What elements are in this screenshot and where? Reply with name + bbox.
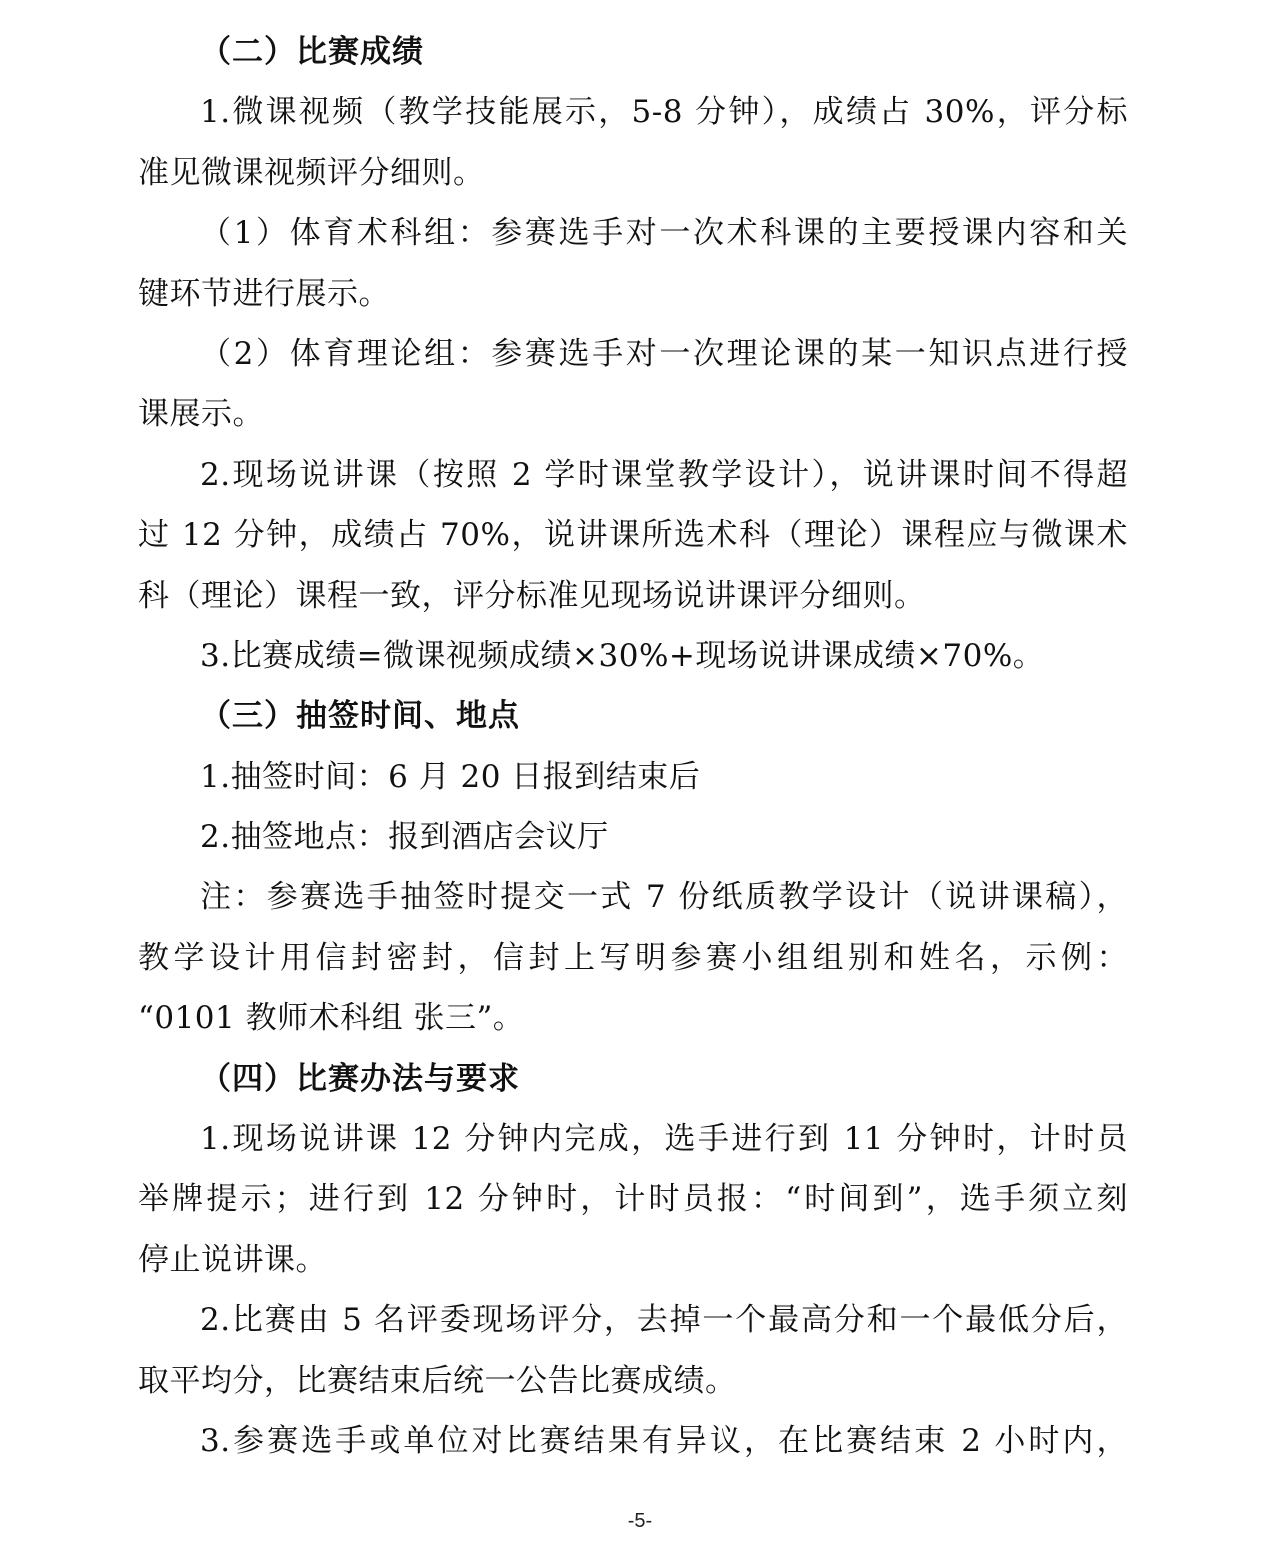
paragraph-line: 键环节进行展示。 <box>138 275 390 312</box>
paragraph-line: （1）体育术科组：参赛选手对一次术科课的主要授课内容和关 <box>200 215 1128 252</box>
paragraph-line: 举牌提示；进行到 12 分钟时，计时员报：“时间到”，选手须立刻 <box>138 1181 1128 1218</box>
paragraph-line: 科（理论）课程一致，评分标准见现场说讲课评分细则。 <box>138 577 926 614</box>
paragraph-line: （2）体育理论组：参赛选手对一次理论课的某一知识点进行授 <box>200 335 1128 372</box>
paragraph-line: 注：参赛选手抽签时提交一式 7 份纸质教学设计（说讲课稿）， <box>200 879 1128 916</box>
paragraph-line: 过 12 分钟，成绩占 70%，说讲课所选术科（理论）课程应与微课术 <box>138 517 1128 554</box>
paragraph-line: 准见微课视频评分细则。 <box>138 154 485 191</box>
paragraph-line: 取平均分，比赛结束后统一公告比赛成绩。 <box>138 1362 737 1399</box>
section-heading-draw: （三）抽签时间、地点 <box>200 698 520 735</box>
paragraph-line: 2.现场说讲课（按照 2 学时课堂教学设计），说讲课时间不得超 <box>200 456 1128 493</box>
paragraph-line: 教学设计用信封密封，信封上写明参赛小组组别和姓名，示例： <box>138 939 1128 976</box>
paragraph-line: 3.比赛成绩=微课视频成绩×30%+现场说讲课成绩×70%。 <box>200 637 1045 674</box>
paragraph-line: 课展示。 <box>138 396 264 433</box>
page-number: -5- <box>627 1510 653 1532</box>
paragraph-line: 1.抽签时间：6 月 20 日报到结束后 <box>200 758 701 795</box>
paragraph-line: 3.参赛选手或单位对比赛结果有异议，在比赛结束 2 小时内， <box>200 1422 1128 1459</box>
paragraph-line: 2.比赛由 5 名评委现场评分，去掉一个最高分和一个最低分后， <box>200 1302 1128 1339</box>
section-heading-scores: （二）比赛成绩 <box>200 34 424 70</box>
paragraph-line: 2.抽签地点：报到酒店会议厅 <box>200 819 609 856</box>
paragraph-line: “0101 教师术科组 张三”。 <box>138 1000 525 1037</box>
section-heading-rules: （四）比赛办法与要求 <box>200 1060 520 1097</box>
paragraph-line: 1.微课视频（教学技能展示，5-8 分钟），成绩占 30%，评分标 <box>200 94 1128 131</box>
paragraph-line: 停止说讲课。 <box>138 1241 327 1278</box>
document-body <box>138 22 1128 1471</box>
paragraph-line: 1.现场说讲课 12 分钟内完成，选手进行到 11 分钟时，计时员 <box>200 1121 1128 1158</box>
